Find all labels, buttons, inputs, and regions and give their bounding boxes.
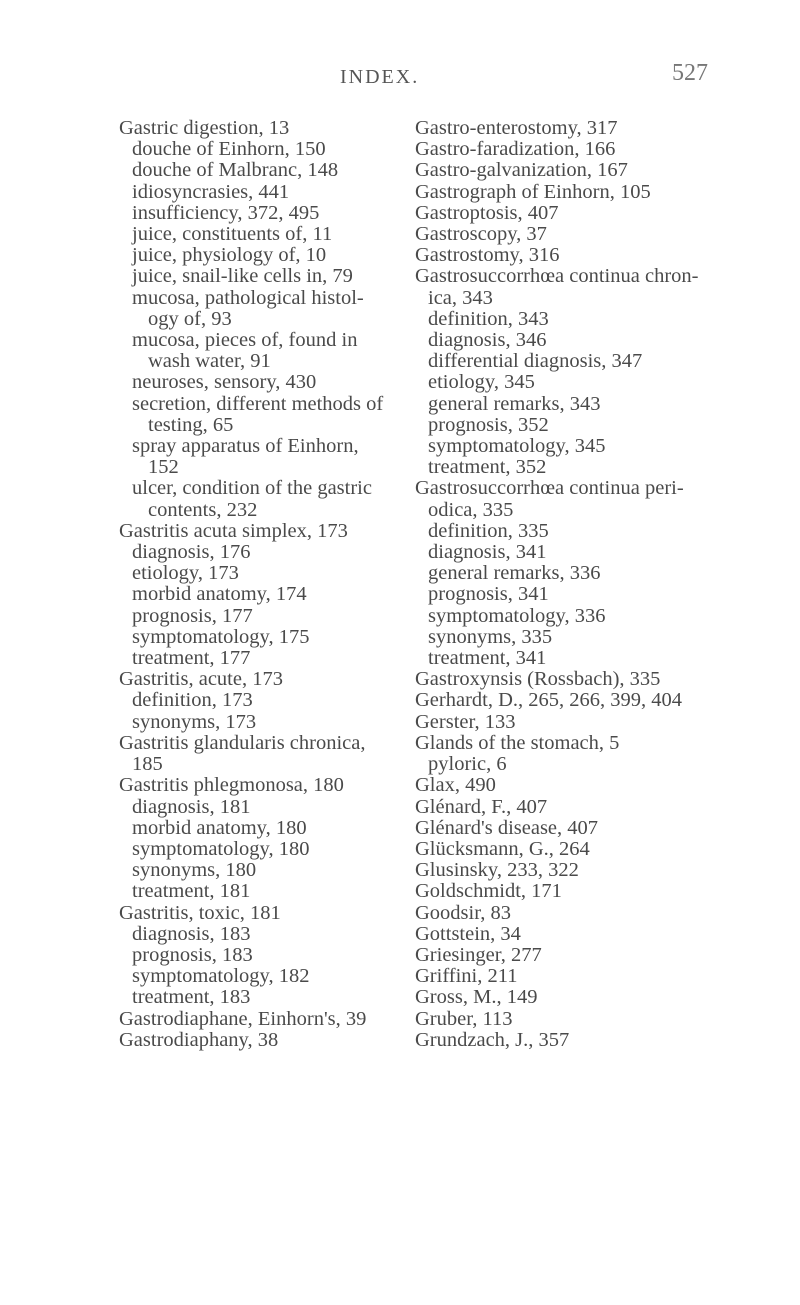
index-subentry: prognosis, 341 [428,583,549,606]
index-subentry: juice, snail-like cells in, 79 [132,265,353,288]
index-entry: Glénard's disease, 407 [415,816,599,839]
index-entry: Gastro-galvanization, 167 [415,159,628,182]
index-subentry: ica, 343 [428,286,493,309]
index-subentry: symptomatology, 336 [428,604,606,627]
index-subentry: neuroses, sensory, 430 [132,371,317,394]
index-subentry: treatment, 181 [132,880,251,903]
index-entry: Gastroxynsis (Rossbach), 335 [415,668,661,691]
index-subentry: synonyms, 335 [428,625,553,648]
index-entry: Gastroscopy, 37 [415,223,547,246]
page-number: 527 [672,60,708,86]
index-entry: Gastroptosis, 407 [415,201,559,224]
index-subentry: 185 [132,753,163,776]
index-entry: Glax, 490 [415,774,496,797]
index-entry: Gross, M., 149 [415,986,538,1009]
index-subentry: symptomatology, 345 [428,435,606,458]
index-subentry: 152 [148,456,179,479]
index-subentry: morbid anatomy, 180 [132,816,307,839]
index-entry: Gerhardt, D., 265, 266, 399, 404 [415,689,683,712]
index-subentry: pyloric, 6 [428,753,507,776]
index-subentry: symptomatology, 180 [132,837,310,860]
index-subentry: general remarks, 343 [428,392,601,415]
index-entry: Glusinsky, 233, 322 [415,859,579,882]
index-subentry: differential diagnosis, 347 [428,350,643,373]
index-entry: Gastric digestion, 13 [119,117,290,139]
index-subentry: idiosyncrasies, 441 [132,180,290,203]
index-entry: Gastrograph of Einhorn, 105 [415,180,651,203]
index-entry: Gastritis phlegmonosa, 180 [119,774,344,797]
index-subentry: douche of Einhorn, 150 [132,138,326,161]
index-subentry: insufficiency, 372, 495 [132,201,320,224]
index-subentry: symptomatology, 182 [132,965,310,988]
page-header-title: INDEX. [340,66,420,88]
index-subentry: ulcer, condition of the gastric [132,477,372,500]
index-subentry: diagnosis, 176 [132,541,251,564]
index-subentry: synonyms, 180 [132,859,257,882]
index-subentry: definition, 173 [132,689,253,712]
index-entry: Gerster, 133 [415,710,516,733]
index-subentry: general remarks, 336 [428,562,601,585]
index-entry: Gastrodiaphany, 38 [119,1028,279,1051]
index-entry: Gastrostomy, 316 [415,244,560,267]
index-entry: Glands of the stomach, 5 [415,731,620,754]
index-subentry: prognosis, 352 [428,413,549,436]
index-subentry: wash water, 91 [148,350,271,373]
index-subentry: diagnosis, 181 [132,795,251,818]
index-entry: Gastritis, acute, 173 [119,668,283,691]
index-entry: Gastritis acuta simplex, 173 [119,519,348,542]
index-entry: Gastritis glandularis chronica, [119,731,366,754]
index-entry: Goodsir, 83 [415,901,511,924]
index-entry: Gastro-faradization, 166 [415,138,616,161]
index-subentry: diagnosis, 183 [132,922,251,945]
index-entry: Gastrosuccorrhœa continua peri- [415,477,684,500]
index-subentry: prognosis, 183 [132,943,253,966]
index-entry: Glücksmann, G., 264 [415,837,590,860]
index-subentry: treatment, 177 [132,647,251,670]
index-subentry: mucosa, pathological histol- [132,286,364,309]
index-subentry: treatment, 352 [428,456,547,479]
index-subentry: synonyms, 173 [132,710,257,733]
index-subentry: ogy of, 93 [148,307,232,330]
index-subentry: mucosa, pieces of, found in [132,329,358,352]
index-subentry: spray apparatus of Einhorn, [132,435,359,458]
index-subentry: juice, constituents of, 11 [132,223,333,246]
index-subentry: etiology, 173 [132,562,239,585]
index-entry: Gastritis, toxic, 181 [119,901,281,924]
index-subentry: morbid anatomy, 174 [132,583,307,606]
index-entry: Griesinger, 277 [415,943,542,966]
index-entry: Gruber, 113 [415,1007,513,1030]
index-entry: Gottstein, 34 [415,922,521,945]
index-entry: Glénard, F., 407 [415,795,548,818]
index-subentry: definition, 343 [428,307,549,330]
index-subentry: secretion, different methods of [132,392,384,415]
index-entry: Gastrodiaphane, Einhorn's, 39 [119,1007,367,1030]
index-entry: Gastro-enterostomy, 317 [415,117,618,139]
index-subentry: diagnosis, 346 [428,329,547,352]
index-subentry: odica, 335 [428,498,514,521]
index-entry: Griffini, 211 [415,965,518,988]
index-subentry: treatment, 341 [428,647,547,670]
index-subentry: juice, physiology of, 10 [132,244,327,267]
index-subentry: definition, 335 [428,519,549,542]
index-column-right [415,118,715,1051]
index-subentry: etiology, 345 [428,371,535,394]
index-subentry: prognosis, 177 [132,604,253,627]
index-subentry: treatment, 183 [132,986,251,1009]
index-entry: Grundzach, J., 357 [415,1028,570,1051]
index-subentry: douche of Malbranc, 148 [132,159,339,182]
index-subentry: symptomatology, 175 [132,625,310,648]
index-subentry: contents, 232 [148,498,258,521]
index-subentry: testing, 65 [148,413,234,436]
index-entry: Goldschmidt, 171 [415,880,562,903]
index-subentry: diagnosis, 341 [428,541,547,564]
index-column-left [119,118,401,1051]
index-entry: Gastrosuccorrhœa continua chron- [415,265,699,288]
